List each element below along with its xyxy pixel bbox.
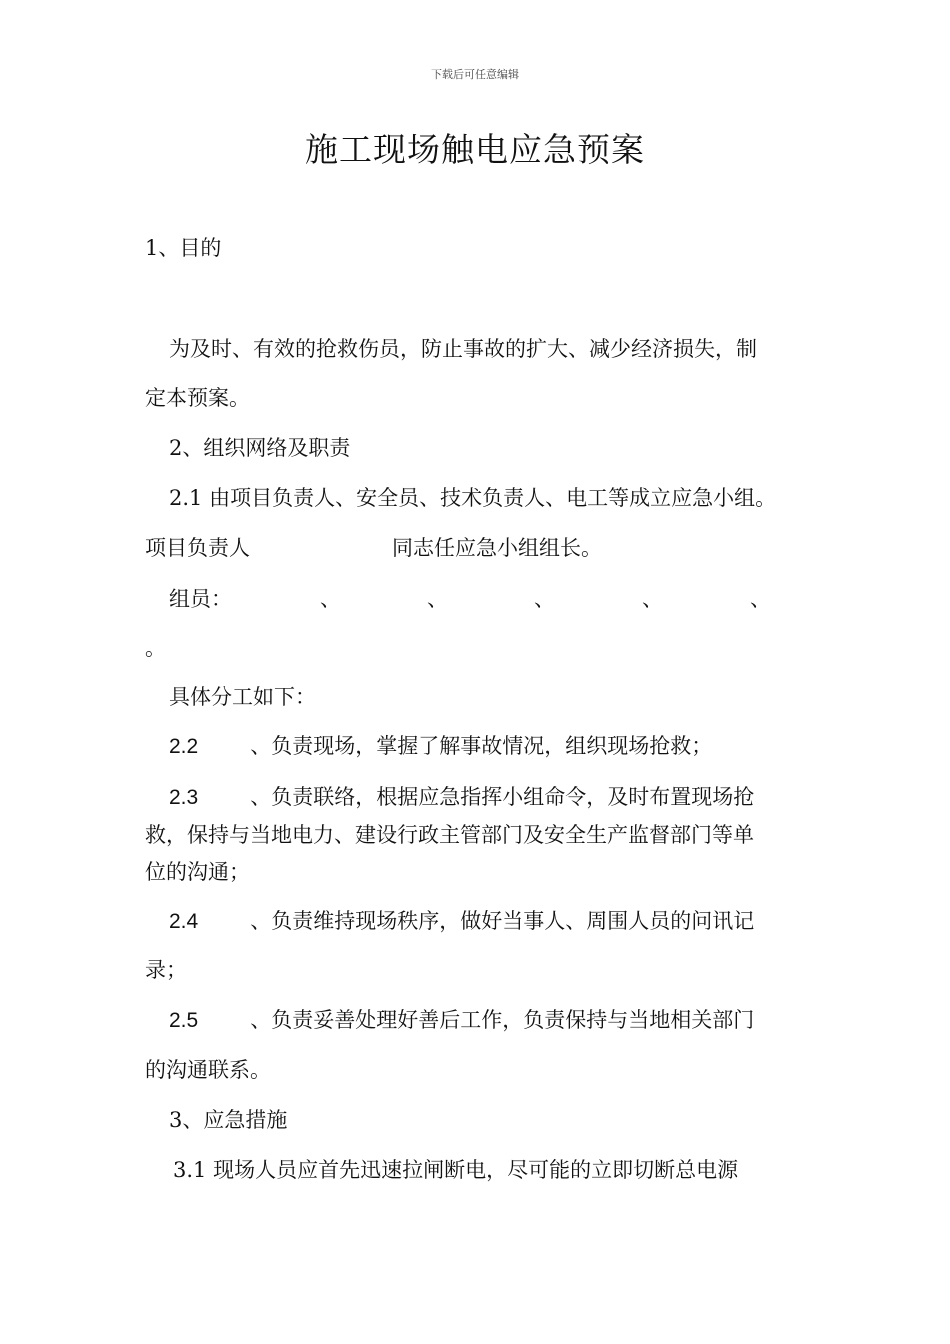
- purpose-line-1: 为及时、有效的抢救伤员，防止事故的扩大、减少经济损失，制: [169, 337, 757, 361]
- members-label: 组员：: [169, 587, 232, 611]
- project-leader-label: 项目负责人: [145, 536, 250, 560]
- section-2-5-line-1: [169, 1005, 754, 1036]
- header-note: 下载后可任意编辑: [431, 68, 519, 81]
- item-number: 2.2: [169, 735, 199, 758]
- item-number: 2.4: [169, 910, 199, 933]
- section-2-4-line-2: 录；: [145, 958, 187, 982]
- item-text: 、负责妥善处理好善后工作，负责保持与当地相关部门: [250, 1008, 755, 1032]
- section-2-4-line-1: [169, 906, 754, 937]
- section-2-3-line-2: 救，保持与当地电力、建设行政主管部门及安全生产监督部门等单: [145, 823, 754, 847]
- document-title: 施工现场触电应急预案: [305, 130, 645, 169]
- group-leader-text: 同志任应急小组组长。: [392, 536, 602, 560]
- member-separator: 、: [642, 587, 663, 611]
- section-2-1-line-2: [145, 533, 602, 563]
- section-2-3-line-1: [169, 782, 754, 813]
- item-text: 、负责现场，掌握了解事故情况，组织现场抢救；: [250, 734, 713, 758]
- item-number: 2.5: [169, 1009, 199, 1032]
- section-2-3-line-3: 位的沟通；: [145, 860, 250, 884]
- section-3-1-line-1: 3.1 现场人员应首先迅速拉闸断电，尽可能的立即切断总电源: [173, 1158, 739, 1182]
- member-separator: 、: [750, 587, 771, 611]
- section-2-heading: 2、组织网络及职责: [169, 436, 351, 460]
- member-separator: 、: [320, 587, 341, 611]
- section-1-heading: 1、目的: [145, 236, 222, 260]
- item-text: 、负责联络，根据应急指挥小组命令，及时布置现场抢: [250, 785, 755, 809]
- section-2-2: [169, 731, 712, 762]
- member-separator: 、: [427, 587, 448, 611]
- member-separator: 、: [534, 587, 555, 611]
- members-end-period: 。: [145, 636, 166, 660]
- purpose-line-2: 定本预案。: [145, 386, 250, 410]
- item-text: 、负责维持现场秩序，做好当事人、周围人员的问讯记: [250, 909, 755, 933]
- division-heading: 具体分工如下：: [169, 685, 316, 709]
- section-2-5-line-2: 的沟通联系。: [145, 1058, 271, 1082]
- section-2-1-line-1: 2.1 由项目负责人、安全员、技术负责人、电工等成立应急小组。: [169, 486, 777, 510]
- item-number: 2.3: [169, 786, 199, 809]
- section-3-heading: 3、应急措施: [169, 1108, 288, 1132]
